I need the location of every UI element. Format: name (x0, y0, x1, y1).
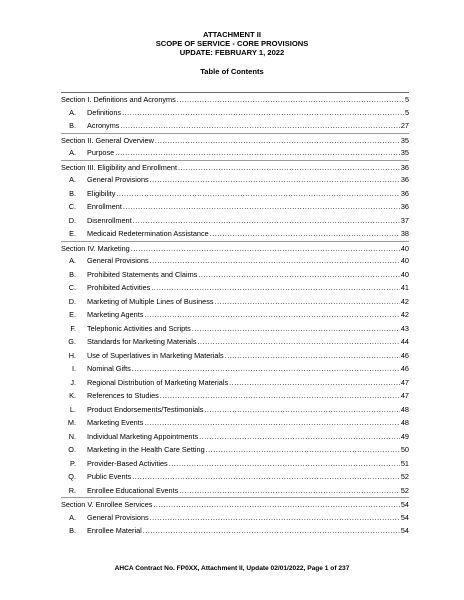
toc-item-row[interactable] (61, 214, 409, 228)
toc-item-row[interactable] (61, 268, 409, 282)
toc-entry-label: Section II. General Overview (61, 135, 154, 145)
toc-dot-leader (150, 511, 400, 525)
toc-item-row[interactable] (61, 281, 409, 295)
toc-entry-label: Provider-Based Activities (87, 458, 168, 468)
toc-page-number: 35 (400, 135, 409, 145)
toc-dot-leader (131, 242, 400, 256)
toc-page-number: 49 (400, 431, 409, 441)
toc-entry-label: Marketing of Multiple Lines of Business (87, 296, 214, 306)
toc-item-row[interactable] (61, 430, 409, 444)
toc-entry-label: Regional Distribution of Marketing Materials (87, 377, 229, 387)
toc-item-row[interactable] (61, 308, 409, 322)
toc-page-number: 40 (400, 269, 409, 279)
toc-entry-label: Marketing in the Health Care Setting (87, 445, 205, 454)
toc-dot-leader (150, 173, 400, 187)
toc-page-number: 48 (400, 418, 409, 427)
header-scope-title: SCOPE OF SERVICE - CORE PROVISIONS (155, 39, 309, 48)
toc-item-letter: H. (68, 350, 76, 360)
toc-item-row[interactable] (61, 335, 409, 349)
toc-heading: Table of Contents (200, 67, 264, 76)
toc-section-row[interactable] (61, 133, 409, 148)
toc-page-number: 36 (400, 162, 409, 172)
toc-item-row[interactable] (61, 389, 409, 403)
toc-item-letter: A. (69, 175, 76, 184)
toc-page-number: 27 (400, 121, 409, 130)
toc-entry-label: Prohibited Activities (87, 283, 151, 292)
toc-item-letter: R. (68, 485, 76, 495)
toc-dot-leader (206, 443, 400, 457)
toc-dot-leader (199, 430, 400, 444)
toc-item-letter: N. (68, 431, 76, 441)
toc-item-row[interactable] (61, 524, 409, 538)
toc-dot-leader (155, 134, 400, 148)
toc-item-row[interactable] (61, 322, 409, 336)
toc-item-letter: A. (69, 148, 76, 157)
toc-page-number: 5 (404, 107, 409, 117)
toc-entry-label: Standards for Marketing Materials (87, 337, 197, 346)
toc-item-letter: P. (70, 458, 76, 468)
toc-page-number: 52 (400, 472, 409, 481)
toc-dot-leader (122, 106, 404, 120)
toc-entry-label: Public Events (87, 472, 132, 481)
toc-entry-label: Enrollment (87, 202, 122, 211)
toc-item-letter: D. (68, 296, 76, 306)
toc-dot-leader (153, 498, 399, 512)
toc-item-letter: A. (69, 512, 76, 522)
toc-entry-label: Telephonic Activities and Scripts (87, 323, 191, 333)
toc-entry-label: Section I. Definitions and Acronyms (61, 95, 176, 104)
toc-page-number: 46 (400, 364, 409, 373)
toc-item-row[interactable] (61, 362, 409, 376)
document-header (0, 30, 464, 57)
page-footer: AHCA Contract No. FP0XX, Attachment II, Update 02/01/2022, Page 1 of 237 (114, 565, 350, 572)
toc-section-row[interactable] (61, 160, 409, 175)
toc-page-number: 41 (400, 283, 409, 292)
toc-entry-label: Product Endorsements/Testimonials (87, 404, 204, 414)
toc-item-row[interactable] (61, 187, 409, 201)
toc-entry-label: Eligibility (87, 188, 116, 198)
toc-item-row[interactable] (61, 443, 409, 457)
toc-item-letter: B. (69, 526, 76, 535)
toc-dot-leader (116, 187, 399, 201)
toc-page-number: 42 (400, 310, 409, 319)
toc-entry-label: General Provisions (87, 175, 149, 184)
toc-dot-leader (210, 227, 400, 241)
toc-dot-leader (132, 470, 400, 484)
toc-page-number: 37 (400, 215, 409, 225)
toc-item-letter: B. (69, 269, 76, 279)
toc-entry-label: Individual Marketing Appointments (87, 431, 199, 441)
toc-dot-leader (225, 349, 400, 363)
toc-page-number: 44 (400, 337, 409, 346)
toc-entry-label: Section V. Enrollee Services (61, 500, 153, 509)
toc-page-number: 38 (400, 229, 409, 238)
toc-item-letter: F. (70, 323, 76, 333)
toc-item-letter: G. (68, 337, 76, 346)
toc-page-number: 50 (400, 445, 409, 454)
toc-page-number: 54 (400, 512, 409, 522)
toc-entry-label: General Provisions (87, 256, 149, 265)
toc-item-letter: E. (69, 310, 76, 319)
toc-entry-label: References to Studies (87, 391, 159, 400)
toc-page-number: 47 (400, 391, 409, 400)
toc-item-letter: O. (68, 445, 76, 454)
toc-dot-leader (132, 362, 400, 376)
toc-item-letter: Q. (68, 472, 76, 481)
toc-entry-label: Medicaid Redetermination Assistance (87, 229, 209, 238)
toc-item-letter: L. (69, 404, 76, 414)
toc-page-number: 48 (400, 404, 409, 414)
toc-item-row[interactable] (61, 457, 409, 471)
toc-item-letter: J. (70, 377, 76, 387)
toc-entry-label: Section IV. Marketing (61, 243, 130, 253)
toc-dot-leader (123, 200, 400, 214)
toc-entry-label: Section III. Eligibility and Enrollment (61, 162, 177, 172)
toc-item-row[interactable] (61, 146, 409, 160)
toc-item-row[interactable] (61, 484, 409, 498)
toc-page-number: 35 (400, 148, 409, 157)
header-attachment-title: ATTACHMENT II (203, 30, 261, 39)
toc-dot-leader (120, 119, 399, 133)
toc-dot-leader (215, 295, 400, 309)
toc-item-row[interactable] (61, 173, 409, 187)
toc-item-letter: A. (69, 256, 76, 265)
toc-page-number: 5 (404, 95, 409, 104)
toc-item-row[interactable] (61, 200, 409, 214)
toc-item-letter: C. (68, 202, 76, 211)
toc-item-row[interactable] (61, 470, 409, 484)
toc-dot-leader (198, 268, 400, 282)
toc-entry-label: Purpose (87, 148, 115, 157)
toc-section-row[interactable] (61, 497, 409, 512)
toc-dot-leader (143, 524, 400, 538)
toc-item-letter: K. (69, 391, 76, 400)
toc-item-letter: A. (69, 107, 76, 117)
toc-page-number: 40 (400, 243, 409, 253)
toc-entry-label: Acronyms (87, 121, 120, 130)
header-update-date: UPDATE: FEBRUARY 1, 2022 (179, 48, 285, 57)
toc-page-number: 36 (400, 175, 409, 184)
toc-dot-leader (204, 403, 399, 417)
toc-entry-label: Enrollee Material (87, 526, 142, 535)
toc-entry-label: Marketing Events (87, 418, 144, 427)
toc-item-letter: I. (71, 364, 76, 373)
toc-dot-leader (192, 322, 400, 336)
toc-dot-leader (229, 376, 400, 390)
toc-entry-label: Enrollee Educational Events (87, 485, 179, 495)
toc-item-letter: M. (67, 418, 76, 427)
toc-item-row[interactable] (61, 227, 409, 241)
toc-page-number: 46 (400, 350, 409, 360)
toc-page-number: 36 (400, 188, 409, 198)
toc-dot-leader (198, 335, 400, 349)
toc-dot-leader (133, 214, 400, 228)
toc-section-row[interactable] (61, 241, 409, 256)
toc-item-letter: E. (69, 229, 76, 238)
toc-dot-leader (160, 389, 400, 403)
toc-item-row[interactable] (61, 349, 409, 363)
toc-page-number: 43 (400, 323, 409, 333)
toc-page-number: 54 (400, 500, 409, 509)
toc-item-row[interactable] (61, 403, 409, 417)
toc-dot-leader (177, 93, 404, 107)
toc-dot-leader (115, 146, 400, 160)
toc-page-number: 52 (400, 485, 409, 495)
toc-entry-label: Definitions (87, 107, 122, 117)
toc-item-letter: C. (68, 283, 76, 292)
toc-entry-label: General Provisions (87, 512, 149, 522)
toc-item-letter: D. (68, 215, 76, 225)
toc-dot-leader (151, 281, 400, 295)
toc-page-number: 36 (400, 202, 409, 211)
toc-page-number: 40 (400, 256, 409, 265)
toc-item-row[interactable] (61, 376, 409, 390)
toc-item-row[interactable] (61, 254, 409, 268)
toc-entry-label: Marketing Agents (87, 310, 144, 319)
toc-item-letter: B. (69, 188, 76, 198)
toc-dot-leader (144, 308, 399, 322)
toc-item-row[interactable] (61, 106, 409, 120)
toc-page-number: 47 (400, 377, 409, 387)
toc-dot-leader (178, 161, 400, 175)
toc-page-number: 51 (400, 458, 409, 468)
toc-dot-leader (169, 457, 400, 471)
toc-item-row[interactable] (61, 295, 409, 309)
toc-dot-leader (144, 416, 400, 430)
toc-item-row[interactable] (61, 416, 409, 430)
toc-item-row[interactable] (61, 119, 409, 133)
toc-entry-label: Nominal Gifts (87, 364, 131, 373)
toc-page-number: 42 (400, 296, 409, 306)
toc-item-row[interactable] (61, 511, 409, 525)
toc-entry-label: Prohibited Statements and Claims (87, 269, 198, 279)
toc-dot-leader (150, 254, 400, 268)
toc-entry-label: Disenrollment (87, 215, 132, 225)
toc-entry-label: Use of Superlatives in Marketing Materials (87, 350, 224, 360)
toc-section-row[interactable] (61, 92, 409, 107)
toc-dot-leader (179, 484, 400, 498)
toc-item-letter: B. (69, 121, 76, 130)
toc-page-number: 54 (400, 526, 409, 535)
